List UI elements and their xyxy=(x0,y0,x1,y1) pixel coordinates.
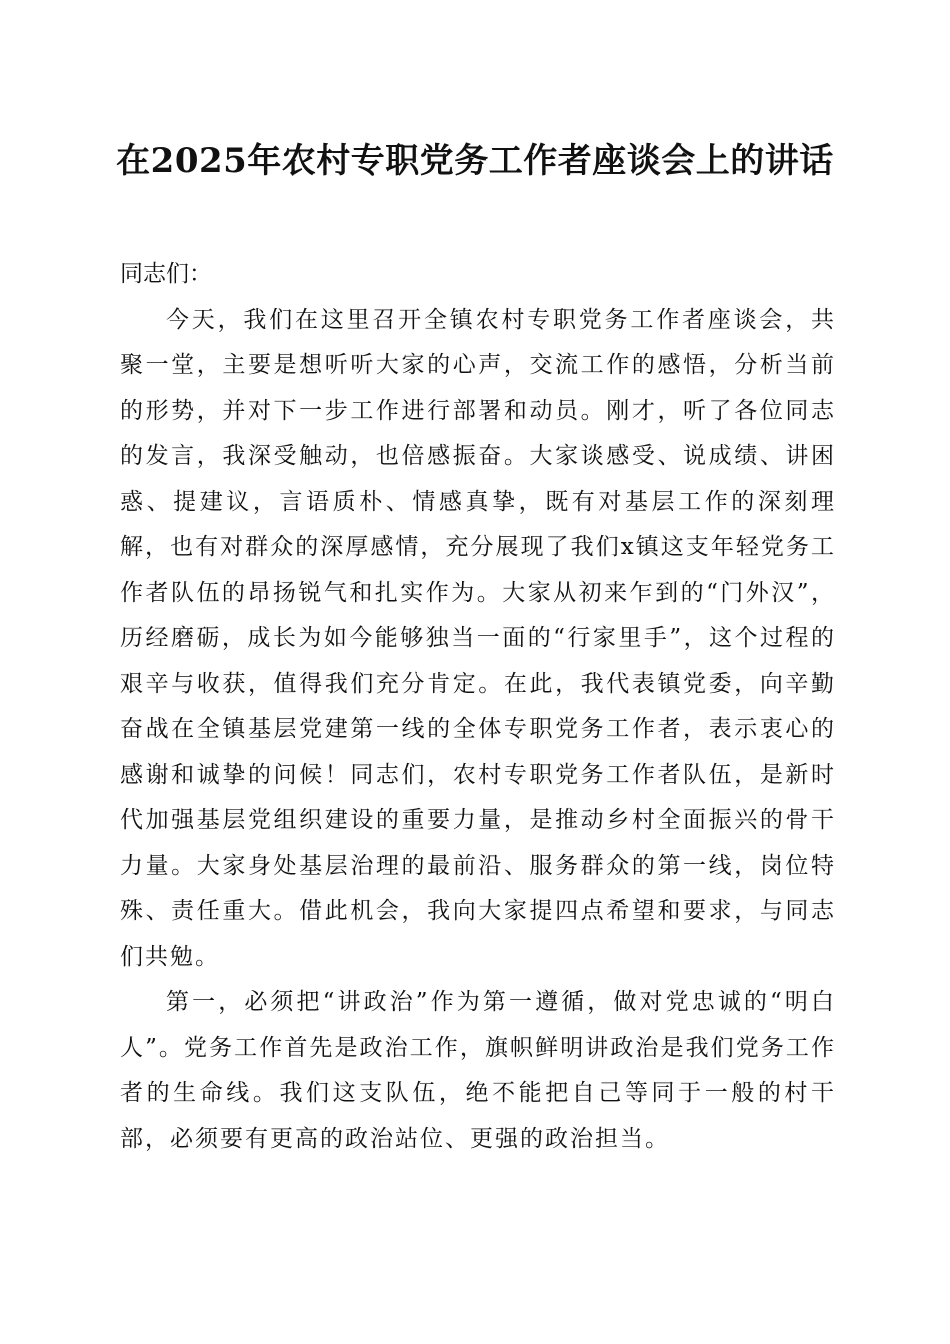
paragraph-point-one: 第一，必须把“讲政治”作为第一遵循，做对党忠诚的“明白人”。党务工作首先是政治工作，旗帜鲜明讲政治是我们党务工作者的生命线。我们这支队伍，绝不能把自己等同于一般的村干部，必须要有更高的政治站位、更强的政治担当。 xyxy=(120,989,836,1152)
document-body xyxy=(120,252,836,1162)
salutation: 同志们： xyxy=(120,261,212,287)
document-title: 在2025年农村专职党务工作者座谈会上的讲话 xyxy=(116,141,834,181)
paragraph-opening: 今天，我们在这里召开全镇农村专职党务工作者座谈会，共聚一堂，主要是想听听大家的心声，交流工作的感悟，分析当前的形势，并对下一步工作进行部署和动员。刚才，听了各位同志的发言，我深受触动，也倍感振奋。大家谈感受、说成绩、讲困惑、提建议，言语质朴、情感真挚，既有对基层工作的深刻理解，也有对群众的深厚感情，充分展现了我们x镇这支年轻党务工作者队伍的昂扬锐气和扎实作为。大家从初来乍到的“门外汉”，历经磨砺，成长为如今能够独当一面的“行家里手”，这个过程的艰辛与收获，值得我们充分肯定。在此，我代表镇党委，向辛勤奋战在全镇基层党建第一线的全体专职党务工作者，表示衷心的感谢和诚挚的问候！同志们，农村专职党务工作者队伍，是新时代加强基层党组织建设的重要力量，是推动乡村全面振兴的骨干力量。大家身处基层治理的最前沿、服务群众的第一线，岗位特殊、责任重大。借此机会，我向大家提四点希望和要求，与同志们共勉。 xyxy=(120,306,836,970)
